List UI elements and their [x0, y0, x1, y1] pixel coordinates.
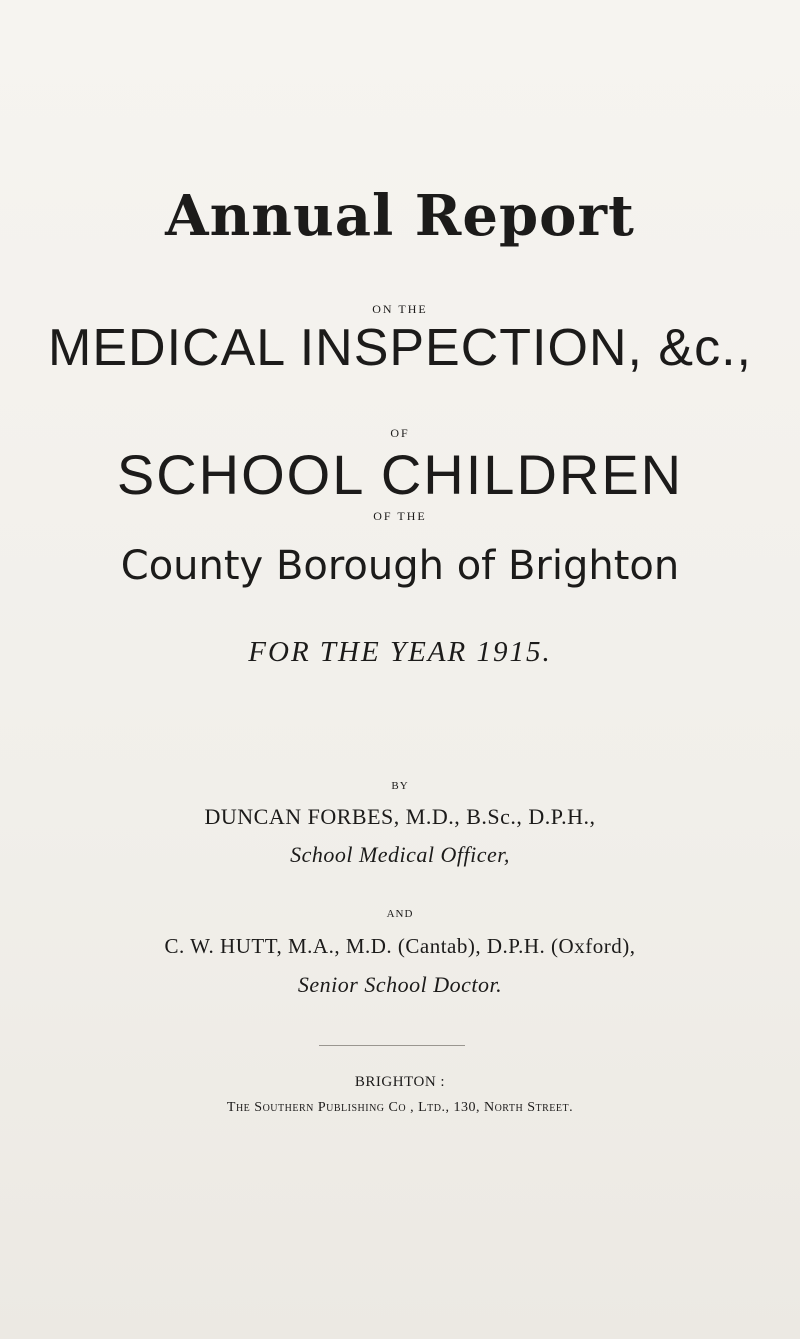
first-author: DUNCAN FORBES, M.D., B.Sc., D.P.H., — [204, 804, 596, 829]
report-heading: Annual Report — [165, 183, 635, 249]
group-heading: SCHOOL CHILDREN — [116, 443, 684, 506]
first-author-role: School Medical Officer, — [290, 842, 510, 867]
on-the-label: ON THE — [372, 302, 428, 316]
second-author-role: Senior School Doctor. — [297, 972, 503, 997]
imprint-publisher: The Southern Publishing Co , Ltd., 130, North Street. — [226, 1100, 574, 1115]
by-label: BY — [391, 780, 409, 792]
of-the-label: OF THE — [373, 509, 427, 523]
divider-rule — [319, 1045, 465, 1046]
of-label: OF — [390, 426, 410, 440]
and-label: AND — [386, 908, 414, 920]
subject-heading: MEDICAL INSPECTION, &c., — [48, 319, 752, 377]
place-heading: County Borough of Brighton — [120, 543, 680, 589]
year-line: FOR THE YEAR 1915. — [248, 636, 552, 668]
second-author: C. W. HUTT, M.A., M.D. (Cantab), D.P.H. (Oxford), — [164, 934, 636, 958]
imprint-city: BRIGHTON : — [354, 1074, 446, 1090]
